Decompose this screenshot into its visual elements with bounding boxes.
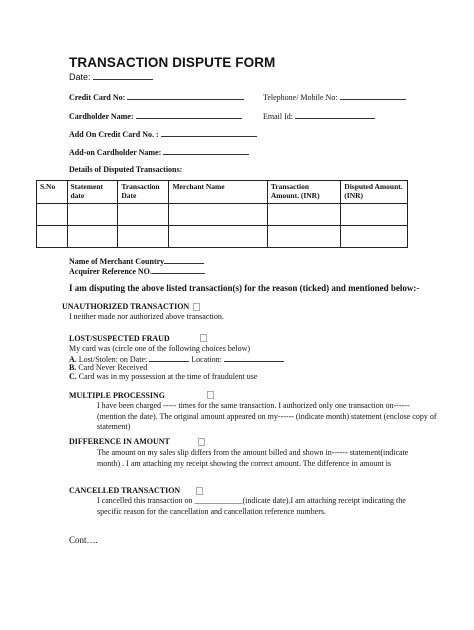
col-merchant-name: Merchant Name <box>169 181 267 204</box>
addon-cardholder-label: Add-on Cardholder Name: <box>69 148 162 157</box>
col-statement-date: Statement date <box>67 181 118 204</box>
lost-date-field[interactable] <box>149 353 189 362</box>
multiple-checkbox[interactable] <box>207 391 214 399</box>
unauthorized-heading: UNAUTHORIZED TRANSACTION <box>62 302 200 311</box>
cancelled-heading: CANCELLED TRANSACTION <box>69 486 203 495</box>
table-row <box>37 226 408 248</box>
dispute-statement: I am disputing the above listed transaction(s) for the reason (ticked) and mentioned below:- <box>69 283 420 293</box>
difference-heading: DIFFERENCE IN AMOUNT <box>69 437 205 446</box>
col-transaction-amount: Transaction Amount. (INR) <box>267 181 340 204</box>
table-cell[interactable] <box>341 204 408 226</box>
date-field[interactable] <box>93 71 153 80</box>
lost-heading: LOST/SUSPECTED FRAUD <box>69 334 207 343</box>
merchant-country-label: Name of Merchant Country <box>69 257 165 266</box>
table-cell[interactable] <box>169 226 267 248</box>
table-cell[interactable] <box>118 226 169 248</box>
multiple-heading: MULTIPLE PROCESSING <box>69 391 214 400</box>
col-transaction-date: Transaction Date <box>118 181 169 204</box>
acquirer-reference-field[interactable] <box>152 265 205 274</box>
cardholder-name-label: Cardholder Name: <box>69 112 134 121</box>
form-title: TRANSACTION DISPUTE FORM <box>69 55 276 70</box>
telephone-field[interactable] <box>340 91 406 100</box>
disputed-transactions-table <box>36 180 408 248</box>
table-header-row <box>37 181 408 204</box>
col-disputed-amount: Disputed Amount. (INR) <box>341 181 408 204</box>
details-heading: Details of Disputed Transactions: <box>69 165 183 174</box>
merchant-country-field[interactable] <box>164 255 204 264</box>
addon-cardholder-row <box>69 146 249 157</box>
acquirer-reference-row <box>69 265 205 276</box>
table-cell[interactable] <box>37 204 68 226</box>
lost-location-field[interactable] <box>224 353 284 362</box>
table-cell[interactable] <box>267 204 340 226</box>
acquirer-reference-label: Acquirer Reference NO. <box>69 267 152 276</box>
telephone-label: Telephone/ Mobile No: <box>263 93 338 102</box>
credit-card-no-label: Credit Card No: <box>69 93 126 102</box>
lost-checkbox[interactable] <box>200 334 207 342</box>
email-field[interactable] <box>295 110 375 119</box>
table-cell[interactable] <box>67 226 118 248</box>
unauthorized-text: I neither made nor authorized above transaction. <box>69 312 224 321</box>
table-cell[interactable] <box>169 204 267 226</box>
date-label: Date: <box>69 71 153 82</box>
difference-checkbox[interactable] <box>198 438 205 446</box>
table-row <box>37 204 408 226</box>
table-cell[interactable] <box>267 226 340 248</box>
lost-intro: My card was (circle one of the following choices below) <box>69 344 251 353</box>
table-cell[interactable] <box>37 226 68 248</box>
email-label: Email Id: <box>263 112 293 121</box>
cardholder-name-row <box>69 110 242 121</box>
cardholder-name-field[interactable] <box>136 110 242 119</box>
credit-card-no-field[interactable] <box>127 91 244 100</box>
multiple-text: I have been charged ----- times for the same transaction. I authorized only one transaction on------ (mention the date). The original amount appeared on my------ (indicate month) statement (enclose copy of statement) <box>97 401 437 431</box>
addon-card-no-label: Add On Credit Card No. : <box>69 130 159 139</box>
credit-card-no-row <box>69 91 244 102</box>
lost-option-a: A. Lost/Stolen: on Date: Location: <box>69 353 284 364</box>
addon-cardholder-field[interactable] <box>163 146 249 155</box>
table-cell[interactable] <box>67 204 118 226</box>
telephone-row <box>263 91 406 102</box>
lost-option-b: B. Card Never Received <box>69 363 148 372</box>
lost-option-c: C. Card was in my possession at the time of fraudulent use <box>69 372 258 381</box>
difference-text: The amount on my sales slip differs from the amount billed and shown in------ statement(indicate month) . I am attaching my receipt showing the correct amount. The difference in amount is <box>97 448 409 468</box>
col-sno: S.No <box>37 181 68 204</box>
table-cell[interactable] <box>118 204 169 226</box>
addon-card-no-row <box>69 128 257 139</box>
addon-card-no-field[interactable] <box>161 128 257 137</box>
email-row <box>263 110 375 121</box>
cancelled-text: I cancelled this transaction on ____________(indicate date).I am attaching receipt indicating the specific reason for the cancellation and cancellation reference numbers. <box>97 496 406 516</box>
unauthorized-checkbox[interactable] <box>193 303 200 311</box>
continued-label: Cont…. <box>69 535 98 545</box>
cancelled-checkbox[interactable] <box>196 487 203 495</box>
table-cell[interactable] <box>341 226 408 248</box>
